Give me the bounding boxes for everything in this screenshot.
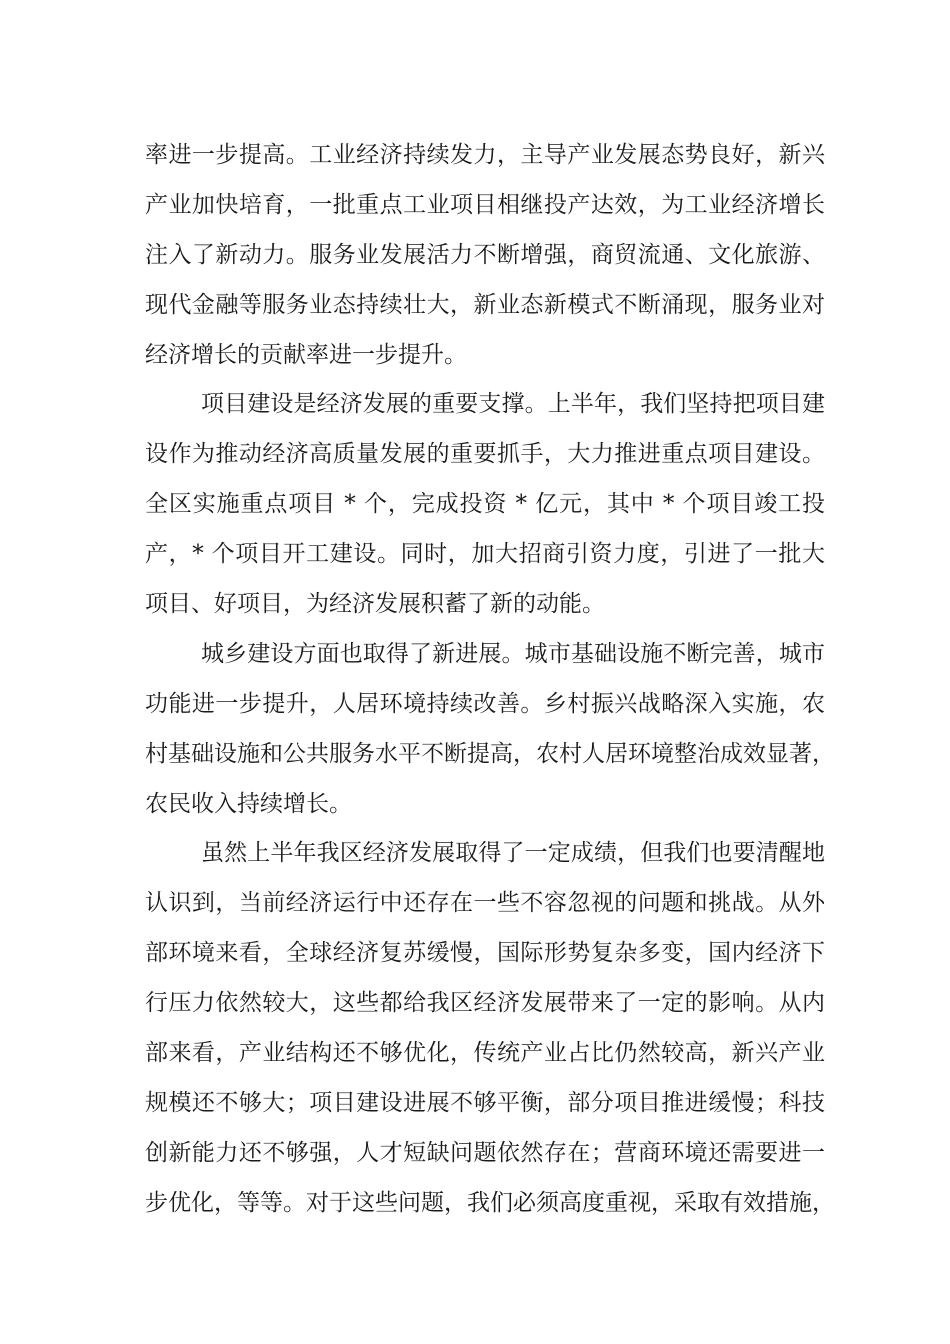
text-line: 城乡建设方面也取得了新进展。城市基础设施不断完善，城市 [201,640,825,667]
text-line: 村基础设施和公共服务水平不断提高，农村人居环境整治成效显著， [145,740,835,767]
text-line: 部来看，产业结构还不够优化，传统产业占比仍然较高，新兴产业 [145,1040,825,1067]
text-line: 率进一步提高。工业经济持续发力，主导产业发展态势良好，新兴 [145,142,825,168]
text-line: 注入了新动力。服务业发展活力不断增强，商贸流通、文化旅游、 [145,241,825,268]
text-line: 规模还不够大；项目建设进展不够平衡，部分项目推进缓慢；科技 [145,1089,825,1116]
text-line: 产，* 个项目开工建设。同时，加大招商引资力度，引进了一批大 [145,541,825,568]
text-line: 项目、好项目，为经济发展积蓄了新的动能。 [145,591,605,618]
text-line: 现代金融等服务业态持续壮大，新业态新模式不断涌现，服务业对 [145,291,825,318]
text-line: 步优化，等等。对于这些问题，我们必须高度重视，采取有效措施， [145,1189,835,1216]
text-line: 产业加快培育，一批重点工业项目相继投产达效，为工业经济增长 [145,191,825,218]
text-line: 部环境来看，全球经济复苏缓慢，国际形势复杂多变，国内经济下 [145,940,825,967]
text-line: 经济增长的贡献率进一步提升。 [145,341,467,368]
text-line: 认识到，当前经济运行中还存在一些不容忽视的问题和挑战。从外 [145,890,825,917]
text-line: 行压力依然较大，这些都给我区经济发展带来了一定的影响。从内 [145,990,825,1017]
text-line: 功能进一步提升，人居环境持续改善。乡村振兴战略深入实施，农 [145,690,825,717]
text-line: 全区实施重点项目 * 个，完成投资 * 亿元，其中 * 个项目竣工投 [145,491,825,518]
text-line: 设作为推动经济高质量发展的重要抓手，大力推进重点项目建设。 [145,441,825,468]
text-line: 创新能力还不够强，人才短缺问题依然存在；营商环境还需要进一 [145,1139,825,1166]
text-line: 农民收入持续增长。 [145,790,352,817]
text-line: 项目建设是经济发展的重要支撑。上半年，我们坚持把项目建 [201,391,825,418]
body-text [145,131,835,1229]
text-line: 虽然上半年我区经济发展取得了一定成绩，但我们也要清醒地 [201,840,825,867]
